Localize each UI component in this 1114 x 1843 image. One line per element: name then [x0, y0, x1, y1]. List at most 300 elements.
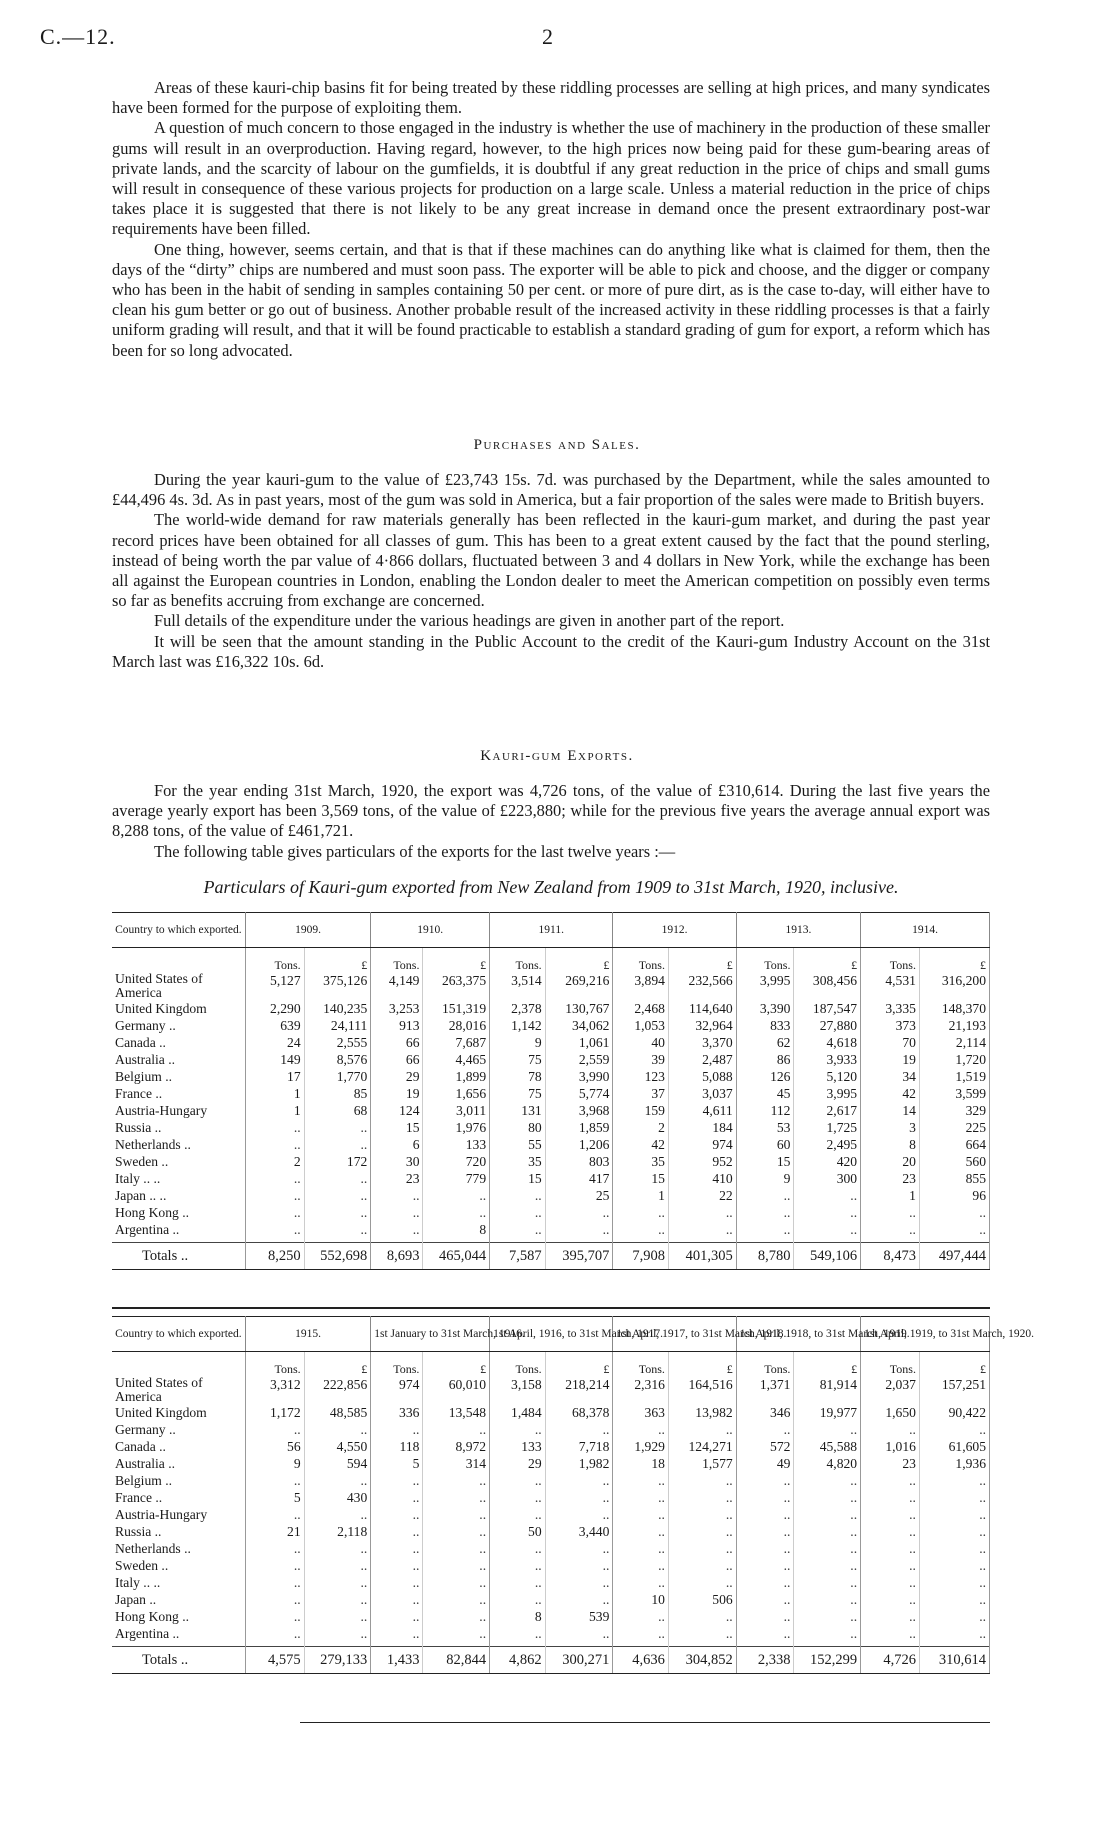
tons-cell: .. — [490, 1591, 546, 1608]
tons-cell: .. — [245, 1187, 304, 1204]
value-cell: 8,972 — [423, 1438, 490, 1455]
unit-pounds: £ — [794, 948, 861, 973]
value-cell: 420 — [794, 1153, 861, 1170]
value-cell: 24,111 — [304, 1017, 371, 1034]
tons-cell: 4,149 — [371, 972, 423, 1000]
tons-cell: .. — [613, 1489, 669, 1506]
unit-pounds: £ — [545, 1352, 613, 1377]
tons-cell: .. — [371, 1506, 423, 1523]
value-cell: 7,718 — [545, 1438, 613, 1455]
value-cell: .. — [668, 1489, 736, 1506]
tons-cell: 913 — [371, 1017, 423, 1034]
unit-tons: Tons. — [613, 1352, 669, 1377]
table-row — [112, 972, 990, 1000]
tons-cell: .. — [245, 1170, 304, 1187]
country-cell: Germany .. — [112, 1421, 245, 1438]
value-cell: 225 — [919, 1119, 989, 1136]
value-cell: 3,011 — [423, 1102, 490, 1119]
value-cell: 1,770 — [304, 1068, 371, 1085]
value-cell: 140,235 — [304, 1000, 371, 1017]
value-cell: .. — [919, 1523, 989, 1540]
value-cell: .. — [919, 1625, 989, 1642]
purchases-text — [112, 470, 990, 672]
tons-cell: .. — [613, 1421, 669, 1438]
table-row — [112, 1523, 990, 1540]
tons-cell: .. — [371, 1421, 423, 1438]
value-cell: .. — [919, 1591, 989, 1608]
value-cell: .. — [423, 1472, 490, 1489]
value-cell: 664 — [919, 1136, 989, 1153]
tons-cell: .. — [245, 1119, 304, 1136]
totals-row — [112, 1243, 990, 1270]
value-cell: 1,936 — [919, 1455, 989, 1472]
country-cell: Italy .. .. — [112, 1574, 245, 1591]
tons-cell: 5 — [371, 1455, 423, 1472]
tons-cell: 70 — [861, 1034, 920, 1051]
table-header-row — [112, 1317, 990, 1352]
value-cell: .. — [919, 1204, 989, 1221]
country-cell: United Kingdom — [112, 1404, 245, 1421]
tons-cell: .. — [613, 1506, 669, 1523]
period-column-header: 1914. — [861, 913, 990, 948]
tons-cell: .. — [371, 1472, 423, 1489]
intro-text — [112, 78, 990, 361]
value-cell: 222,856 — [304, 1376, 371, 1404]
value-cell: .. — [919, 1506, 989, 1523]
value-cell: 81,914 — [794, 1376, 861, 1404]
page-number: 2 — [542, 24, 553, 49]
value-cell: .. — [545, 1557, 613, 1574]
value-cell: .. — [794, 1472, 861, 1489]
table-row — [112, 1540, 990, 1557]
value-cell: 3,995 — [794, 1085, 861, 1102]
section-heading-exports: Kauri-gum Exports. — [480, 748, 634, 764]
value-cell: .. — [423, 1591, 490, 1608]
tons-cell: 2 — [613, 1119, 669, 1136]
period-column-header: 1st April, 1918, to 31st March, 1919. — [736, 1317, 860, 1352]
tons-cell: .. — [245, 1540, 304, 1557]
tons-cell: 35 — [490, 1153, 546, 1170]
value-cell: 417 — [545, 1170, 613, 1187]
value-cell: .. — [304, 1187, 371, 1204]
table-row — [112, 1221, 990, 1238]
value-cell: .. — [304, 1557, 371, 1574]
value-cell: 13,982 — [668, 1404, 736, 1421]
value-cell: 90,422 — [919, 1404, 989, 1421]
tons-cell: .. — [490, 1540, 546, 1557]
value-cell: 1,720 — [919, 1051, 989, 1068]
total-value-cell: 82,844 — [423, 1647, 490, 1674]
tons-cell: .. — [490, 1557, 546, 1574]
total-value-cell: 304,852 — [668, 1647, 736, 1674]
value-cell: .. — [668, 1421, 736, 1438]
total-tons-cell: 7,587 — [490, 1243, 546, 1270]
tons-cell: 123 — [613, 1068, 669, 1085]
tons-cell: .. — [861, 1574, 920, 1591]
section-heading-purchases: Purchases and Sales. — [473, 437, 641, 453]
tons-cell: 62 — [736, 1034, 794, 1051]
table-row — [112, 1472, 990, 1489]
value-cell: 1,859 — [545, 1119, 613, 1136]
value-cell: .. — [423, 1557, 490, 1574]
value-cell: .. — [668, 1540, 736, 1557]
tons-cell: .. — [736, 1187, 794, 1204]
paragraph: The following table gives particulars of the exports for the last twelve years :— — [154, 841, 676, 861]
total-value-cell: 300,271 — [545, 1647, 613, 1674]
value-cell: 1,899 — [423, 1068, 490, 1085]
table-row — [112, 1187, 990, 1204]
value-cell: 5,774 — [545, 1085, 613, 1102]
table-row — [112, 1102, 990, 1119]
tons-cell: 15 — [371, 1119, 423, 1136]
country-cell: France .. — [112, 1085, 245, 1102]
tons-cell: 15 — [490, 1170, 546, 1187]
value-cell: .. — [668, 1204, 736, 1221]
tons-cell: 15 — [613, 1170, 669, 1187]
value-cell: 300 — [794, 1170, 861, 1187]
table-row — [112, 1574, 990, 1591]
value-cell: 316,200 — [919, 972, 989, 1000]
period-column-header: 1909. — [245, 913, 371, 948]
tons-cell: 23 — [371, 1170, 423, 1187]
value-cell: .. — [919, 1221, 989, 1238]
totals-label: Totals .. — [112, 1243, 245, 1270]
tons-cell: .. — [490, 1625, 546, 1642]
unit-row — [112, 1352, 990, 1377]
tons-cell: 15 — [736, 1153, 794, 1170]
value-cell: 1,982 — [545, 1455, 613, 1472]
tons-cell: 30 — [371, 1153, 423, 1170]
value-cell: .. — [919, 1540, 989, 1557]
exports-text — [112, 781, 990, 862]
tons-cell: .. — [613, 1221, 669, 1238]
tons-cell: 149 — [245, 1051, 304, 1068]
tons-cell: .. — [861, 1523, 920, 1540]
tons-cell: .. — [736, 1204, 794, 1221]
tons-cell: 5 — [245, 1489, 304, 1506]
tons-cell: 40 — [613, 1034, 669, 1051]
value-cell: 21,193 — [919, 1017, 989, 1034]
paragraph: During the year kauri-gum to the value of £23,743 15s. 7d. was purchased by the Department, while the sales amounted to £44,496 4s. 3d. As in past years, most of the gum was sold in America, but a fair proportion of the sales were made to British buyers. — [112, 470, 990, 510]
value-cell: 430 — [304, 1489, 371, 1506]
value-cell: 3,037 — [668, 1085, 736, 1102]
tons-cell: .. — [736, 1591, 794, 1608]
tons-cell: .. — [490, 1472, 546, 1489]
tons-cell: 3,995 — [736, 972, 794, 1000]
tons-cell: 29 — [371, 1068, 423, 1085]
value-cell: 151,319 — [423, 1000, 490, 1017]
value-cell: 1,976 — [423, 1119, 490, 1136]
tons-cell: .. — [490, 1489, 546, 1506]
value-cell: 124,271 — [668, 1438, 736, 1455]
country-cell: Canada .. — [112, 1438, 245, 1455]
tons-cell: 10 — [613, 1591, 669, 1608]
tons-cell: .. — [245, 1574, 304, 1591]
country-cell: Hong Kong .. — [112, 1204, 245, 1221]
country-cell: Austria-Hungary — [112, 1102, 245, 1119]
tons-cell: 1,053 — [613, 1017, 669, 1034]
tons-cell: .. — [613, 1523, 669, 1540]
empty-cell — [112, 948, 245, 973]
country-cell: Sweden .. — [112, 1557, 245, 1574]
country-column-header: Country to which exported. — [112, 1317, 245, 1352]
value-cell: .. — [423, 1625, 490, 1642]
value-cell: 27,880 — [794, 1017, 861, 1034]
value-cell: .. — [304, 1170, 371, 1187]
tons-cell: 42 — [861, 1085, 920, 1102]
value-cell: .. — [304, 1574, 371, 1591]
value-cell: 410 — [668, 1170, 736, 1187]
value-cell: .. — [919, 1489, 989, 1506]
tons-cell: 118 — [371, 1438, 423, 1455]
value-cell: .. — [668, 1472, 736, 1489]
tons-cell: 55 — [490, 1136, 546, 1153]
period-column-header: 1st April, 1916, to 31st March, 1917. — [490, 1317, 613, 1352]
country-cell: Australia .. — [112, 1051, 245, 1068]
value-cell: 172 — [304, 1153, 371, 1170]
tons-cell: 3,253 — [371, 1000, 423, 1017]
country-cell: France .. — [112, 1489, 245, 1506]
tons-cell: 75 — [490, 1051, 546, 1068]
tons-cell: .. — [613, 1204, 669, 1221]
tons-cell: 8 — [861, 1136, 920, 1153]
tons-cell: 1 — [245, 1102, 304, 1119]
table-row — [112, 1085, 990, 1102]
tons-cell: 50 — [490, 1523, 546, 1540]
value-cell: .. — [545, 1625, 613, 1642]
value-cell: .. — [304, 1506, 371, 1523]
value-cell: 3,933 — [794, 1051, 861, 1068]
paragraph: It will be seen that the amount standing in the Public Account to the credit of the Kauri-gum Industry Account on the 31st March last was £16,322 10s. 6d. — [112, 631, 990, 671]
total-tons-cell: 4,862 — [490, 1647, 546, 1674]
tons-cell: .. — [371, 1489, 423, 1506]
unit-tons: Tons. — [490, 948, 546, 973]
tons-cell: .. — [490, 1421, 546, 1438]
table-row — [112, 1204, 990, 1221]
value-cell: .. — [794, 1523, 861, 1540]
value-cell: 187,547 — [794, 1000, 861, 1017]
tons-cell: .. — [736, 1625, 794, 1642]
value-cell: .. — [304, 1204, 371, 1221]
country-cell: Belgium .. — [112, 1472, 245, 1489]
value-cell: .. — [794, 1187, 861, 1204]
value-cell: 594 — [304, 1455, 371, 1472]
tons-cell: 66 — [371, 1051, 423, 1068]
country-cell: Argentina .. — [112, 1625, 245, 1642]
tons-cell: .. — [861, 1557, 920, 1574]
value-cell: 48,585 — [304, 1404, 371, 1421]
tons-cell: 78 — [490, 1068, 546, 1085]
value-cell: 3,599 — [919, 1085, 989, 1102]
country-cell: Italy .. .. — [112, 1170, 245, 1187]
tons-cell: 133 — [490, 1438, 546, 1455]
value-cell: .. — [545, 1489, 613, 1506]
tons-cell: 833 — [736, 1017, 794, 1034]
tons-cell: .. — [861, 1221, 920, 1238]
value-cell: .. — [545, 1472, 613, 1489]
tons-cell: .. — [371, 1540, 423, 1557]
value-cell: 19,977 — [794, 1404, 861, 1421]
tons-cell: 112 — [736, 1102, 794, 1119]
tons-cell: 363 — [613, 1404, 669, 1421]
tons-cell: 14 — [861, 1102, 920, 1119]
tons-cell: .. — [861, 1506, 920, 1523]
value-cell: .. — [545, 1221, 613, 1238]
tons-cell: .. — [371, 1608, 423, 1625]
unit-pounds: £ — [545, 948, 613, 973]
table-divider — [112, 1307, 990, 1309]
tons-cell: .. — [245, 1608, 304, 1625]
tons-cell: 23 — [861, 1455, 920, 1472]
tons-cell: 9 — [245, 1455, 304, 1472]
tons-cell: 53 — [736, 1119, 794, 1136]
country-cell: Japan .. — [112, 1591, 245, 1608]
table-row — [112, 1625, 990, 1642]
table-row — [112, 1404, 990, 1421]
value-cell: 45,588 — [794, 1438, 861, 1455]
value-cell: .. — [668, 1557, 736, 1574]
period-column-header: 1st April, 1919, to 31st March, 1920. — [861, 1317, 990, 1352]
value-cell: 1,061 — [545, 1034, 613, 1051]
tons-cell: 42 — [613, 1136, 669, 1153]
period-column-header: 1st January to 31st March, 1916. — [371, 1317, 490, 1352]
value-cell: 60,010 — [423, 1376, 490, 1404]
value-cell: 4,618 — [794, 1034, 861, 1051]
total-tons-cell: 2,338 — [736, 1647, 794, 1674]
country-column-header: Country to which exported. — [112, 913, 245, 948]
value-cell: 4,611 — [668, 1102, 736, 1119]
document-code: C.—12. — [40, 24, 116, 49]
tons-cell: .. — [490, 1506, 546, 1523]
tons-cell: .. — [613, 1472, 669, 1489]
value-cell: .. — [304, 1608, 371, 1625]
tons-cell: 8 — [490, 1608, 546, 1625]
tons-cell: .. — [613, 1608, 669, 1625]
tons-cell: 3 — [861, 1119, 920, 1136]
value-cell: .. — [668, 1221, 736, 1238]
tons-cell: 1,484 — [490, 1404, 546, 1421]
tons-cell: 1,929 — [613, 1438, 669, 1455]
paragraph: For the year ending 31st March, 1920, the export was 4,726 tons, of the value of £310,614. During the last five years the average yearly export has been 3,569 tons, of the value of £223,880; while for the previous five years the average annual export was 8,288 tons, of the value of £461,721. — [112, 781, 990, 841]
tons-cell: 29 — [490, 1455, 546, 1472]
total-tons-cell: 8,250 — [245, 1243, 304, 1270]
period-column-header: 1913. — [736, 913, 860, 948]
tons-cell: .. — [245, 1136, 304, 1153]
value-cell: 2,114 — [919, 1034, 989, 1051]
tons-cell: 60 — [736, 1136, 794, 1153]
value-cell: .. — [668, 1523, 736, 1540]
tons-cell: 4,531 — [861, 972, 920, 1000]
value-cell: 3,440 — [545, 1523, 613, 1540]
tons-cell: 3,514 — [490, 972, 546, 1000]
tons-cell: 2,378 — [490, 1000, 546, 1017]
country-cell: Argentina .. — [112, 1221, 245, 1238]
tons-cell: 1,650 — [861, 1404, 920, 1421]
value-cell: 952 — [668, 1153, 736, 1170]
table-row — [112, 1170, 990, 1187]
unit-pounds: £ — [423, 948, 490, 973]
unit-tons: Tons. — [371, 1352, 423, 1377]
tons-cell: .. — [371, 1557, 423, 1574]
tons-cell: 336 — [371, 1404, 423, 1421]
table-row — [112, 1455, 990, 1472]
value-cell: 85 — [304, 1085, 371, 1102]
tons-cell: .. — [736, 1557, 794, 1574]
unit-tons: Tons. — [613, 948, 669, 973]
tons-cell: 18 — [613, 1455, 669, 1472]
country-cell: Canada .. — [112, 1034, 245, 1051]
value-cell: .. — [423, 1204, 490, 1221]
paragraph: Areas of these kauri-chip basins fit for being treated by these riddling processes are selling at high prices, and many syndicates have been formed for the purpose of exploiting them. — [112, 78, 990, 118]
tons-cell: 3,158 — [490, 1376, 546, 1404]
unit-pounds: £ — [919, 1352, 989, 1377]
value-cell: .. — [304, 1136, 371, 1153]
value-cell: .. — [794, 1204, 861, 1221]
value-cell: .. — [668, 1506, 736, 1523]
tons-cell: .. — [861, 1204, 920, 1221]
tons-cell: .. — [861, 1472, 920, 1489]
country-cell: Sweden .. — [112, 1153, 245, 1170]
value-cell: 4,465 — [423, 1051, 490, 1068]
exports-table-1915-1920 — [112, 1316, 1035, 1674]
value-cell: 25 — [545, 1187, 613, 1204]
value-cell: 3,968 — [545, 1102, 613, 1119]
value-cell: 8,576 — [304, 1051, 371, 1068]
value-cell: 7,687 — [423, 1034, 490, 1051]
unit-tons: Tons. — [861, 948, 920, 973]
tons-cell: 1 — [861, 1187, 920, 1204]
value-cell: 22 — [668, 1187, 736, 1204]
value-cell: .. — [919, 1472, 989, 1489]
value-cell: 375,126 — [304, 972, 371, 1000]
tons-cell: .. — [371, 1221, 423, 1238]
value-cell: .. — [545, 1421, 613, 1438]
tons-cell: 6 — [371, 1136, 423, 1153]
country-cell: Germany .. — [112, 1017, 245, 1034]
value-cell: 157,251 — [919, 1376, 989, 1404]
country-cell: Russia .. — [112, 1523, 245, 1540]
unit-pounds: £ — [668, 948, 736, 973]
total-tons-cell: 8,693 — [371, 1243, 423, 1270]
total-value-cell: 497,444 — [919, 1243, 989, 1270]
value-cell: 3,990 — [545, 1068, 613, 1085]
country-cell: Australia .. — [112, 1455, 245, 1472]
value-cell: .. — [545, 1204, 613, 1221]
tons-cell: .. — [490, 1187, 546, 1204]
value-cell: 34,062 — [545, 1017, 613, 1034]
value-cell: 308,456 — [794, 972, 861, 1000]
tons-cell: 2 — [245, 1153, 304, 1170]
period-column-header: 1915. — [245, 1317, 370, 1352]
table-row — [112, 1153, 990, 1170]
value-cell: .. — [304, 1221, 371, 1238]
table-row — [112, 1489, 990, 1506]
tons-cell: .. — [371, 1574, 423, 1591]
value-cell: 3,370 — [668, 1034, 736, 1051]
total-tons-cell: 8,780 — [736, 1243, 794, 1270]
value-cell: .. — [545, 1591, 613, 1608]
value-cell: 2,555 — [304, 1034, 371, 1051]
value-cell: .. — [545, 1540, 613, 1557]
value-cell: 263,375 — [423, 972, 490, 1000]
value-cell: 148,370 — [919, 1000, 989, 1017]
period-column-header: 1912. — [613, 913, 736, 948]
unit-pounds: £ — [668, 1352, 736, 1377]
table-row — [112, 1034, 990, 1051]
total-tons-cell: 4,575 — [245, 1647, 304, 1674]
country-cell: United States of America — [112, 972, 245, 1000]
table-row — [112, 1136, 990, 1153]
